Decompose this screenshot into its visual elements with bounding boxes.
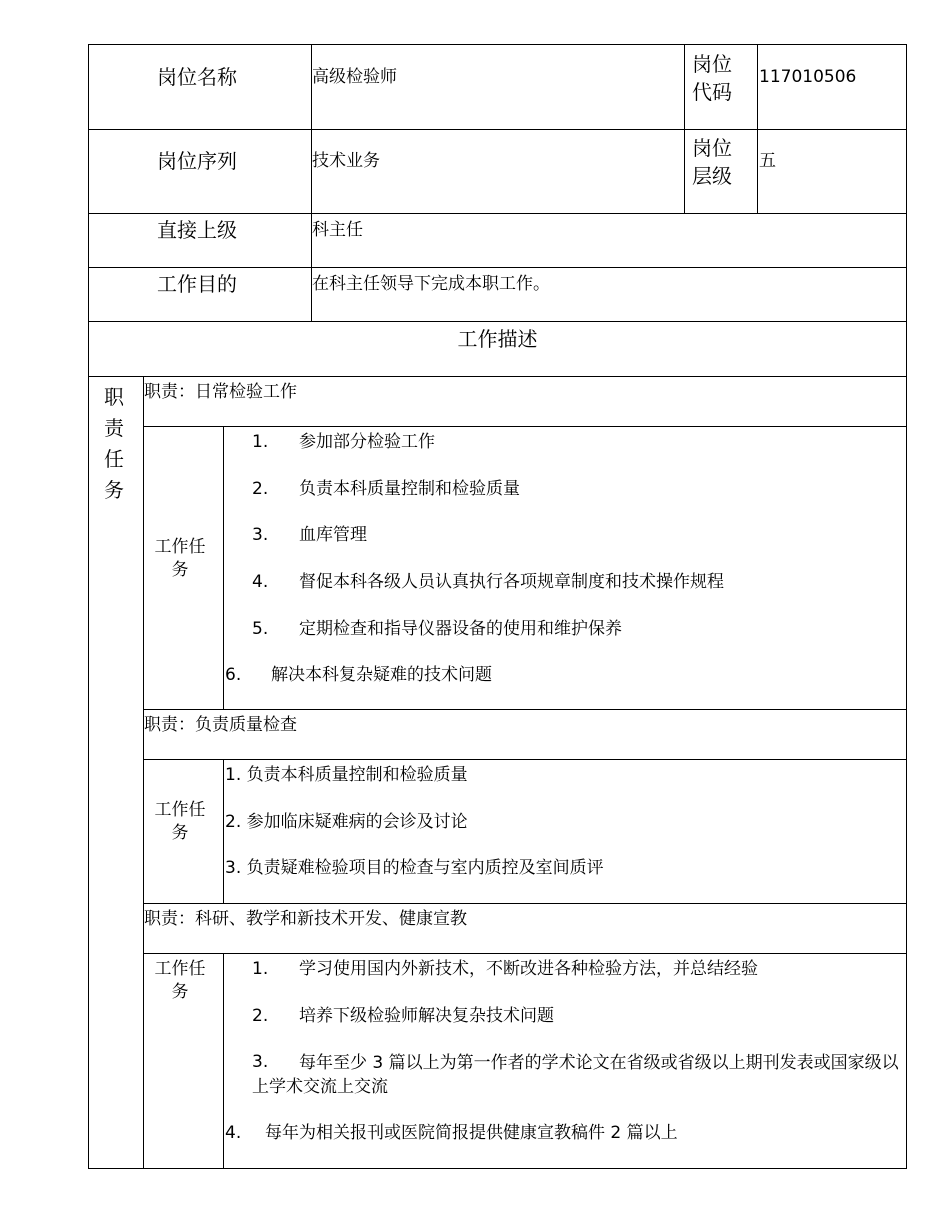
col-divider: [223, 426, 224, 710]
col-divider: [757, 44, 758, 214]
col-divider: [143, 376, 144, 1169]
list-item: 督促本科各级人员认真执行各项规章制度和技术操作规程: [299, 572, 724, 592]
position-level-label: 岗位层级: [692, 136, 732, 188]
list-item: 2. 参加临床疑难病的会诊及讨论: [225, 812, 468, 832]
row-divider: [143, 709, 907, 710]
list-item-number: 2.: [252, 479, 269, 499]
list-item-number: 3.: [252, 525, 269, 545]
list-item: 血库管理: [299, 525, 367, 545]
col-divider: [223, 953, 224, 1169]
list-item-number: 6.: [225, 665, 242, 685]
description-title: 工作描述: [457, 327, 538, 351]
row-divider: [143, 759, 907, 760]
position-name-label: 岗位名称: [157, 65, 237, 89]
supervisor-label: 直接上级: [157, 218, 237, 242]
position-series-label: 岗位序列: [157, 149, 237, 173]
position-name-value: 高级检验师: [312, 67, 397, 87]
list-item: 定期检查和指导仪器设备的使用和维护保养: [299, 619, 622, 639]
col-divider: [684, 44, 685, 214]
duty-title: 职责：负责质量检查: [144, 715, 297, 735]
list-item-number: 5.: [252, 619, 269, 639]
duties-label: 职责任务: [104, 385, 124, 502]
task-label: 工作任务: [154, 537, 206, 580]
list-item: 负责本科质量控制和检验质量: [299, 479, 520, 499]
purpose-value: 在科主任领导下完成本职工作。: [312, 274, 550, 294]
list-item: 参加部分检验工作: [299, 432, 435, 452]
list-item: 解决本科复杂疑难的技术问题: [271, 665, 492, 685]
list-item: 3. 负责疑难检验项目的检查与室内质控及室间质评: [225, 858, 604, 878]
row-divider: [143, 426, 907, 427]
row-divider: [88, 267, 907, 268]
row-divider: [143, 903, 907, 904]
row-divider: [88, 321, 907, 322]
list-item: 1. 负责本科质量控制和检验质量: [225, 765, 468, 785]
position-code-value: 117010506: [759, 67, 857, 87]
row-divider: [88, 213, 907, 214]
duty-title: 职责：科研、教学和新技术开发、健康宣教: [144, 909, 467, 929]
list-item-number: 1.: [252, 432, 269, 452]
supervisor-value: 科主任: [312, 220, 363, 240]
list-item-number: 2.: [252, 1006, 269, 1026]
col-divider: [223, 759, 224, 904]
list-item: 培养下级检验师解决复杂技术问题: [299, 1006, 554, 1026]
task-label: 工作任务: [154, 800, 206, 843]
position-code-label: 岗位代码: [692, 52, 732, 104]
position-level-value: 五: [759, 151, 776, 171]
list-item-number: 3.: [252, 1052, 269, 1072]
list-item-number: 4.: [252, 572, 269, 592]
row-divider: [88, 376, 907, 377]
position-series-value: 技术业务: [312, 151, 380, 171]
row-divider: [143, 953, 907, 954]
list-item: 每年为相关报刊或医院简报提供健康宣教稿件 2 篇以上: [265, 1123, 678, 1143]
purpose-label: 工作目的: [157, 272, 237, 296]
task-label: 工作任务: [154, 959, 206, 1002]
duty-title: 职责：日常检验工作: [144, 382, 297, 402]
list-item: 学习使用国内外新技术，不断改进各种检验方法，并总结经验: [299, 959, 758, 979]
list-item-number: 4.: [225, 1123, 242, 1143]
row-divider: [88, 129, 907, 130]
list-item-number: 1.: [252, 959, 269, 979]
list-item: 每年至少 3 篇以上为第一作者的学术论文在省级或省级以上期刊发表或国家级以上学术交流上交流: [252, 1053, 899, 1097]
